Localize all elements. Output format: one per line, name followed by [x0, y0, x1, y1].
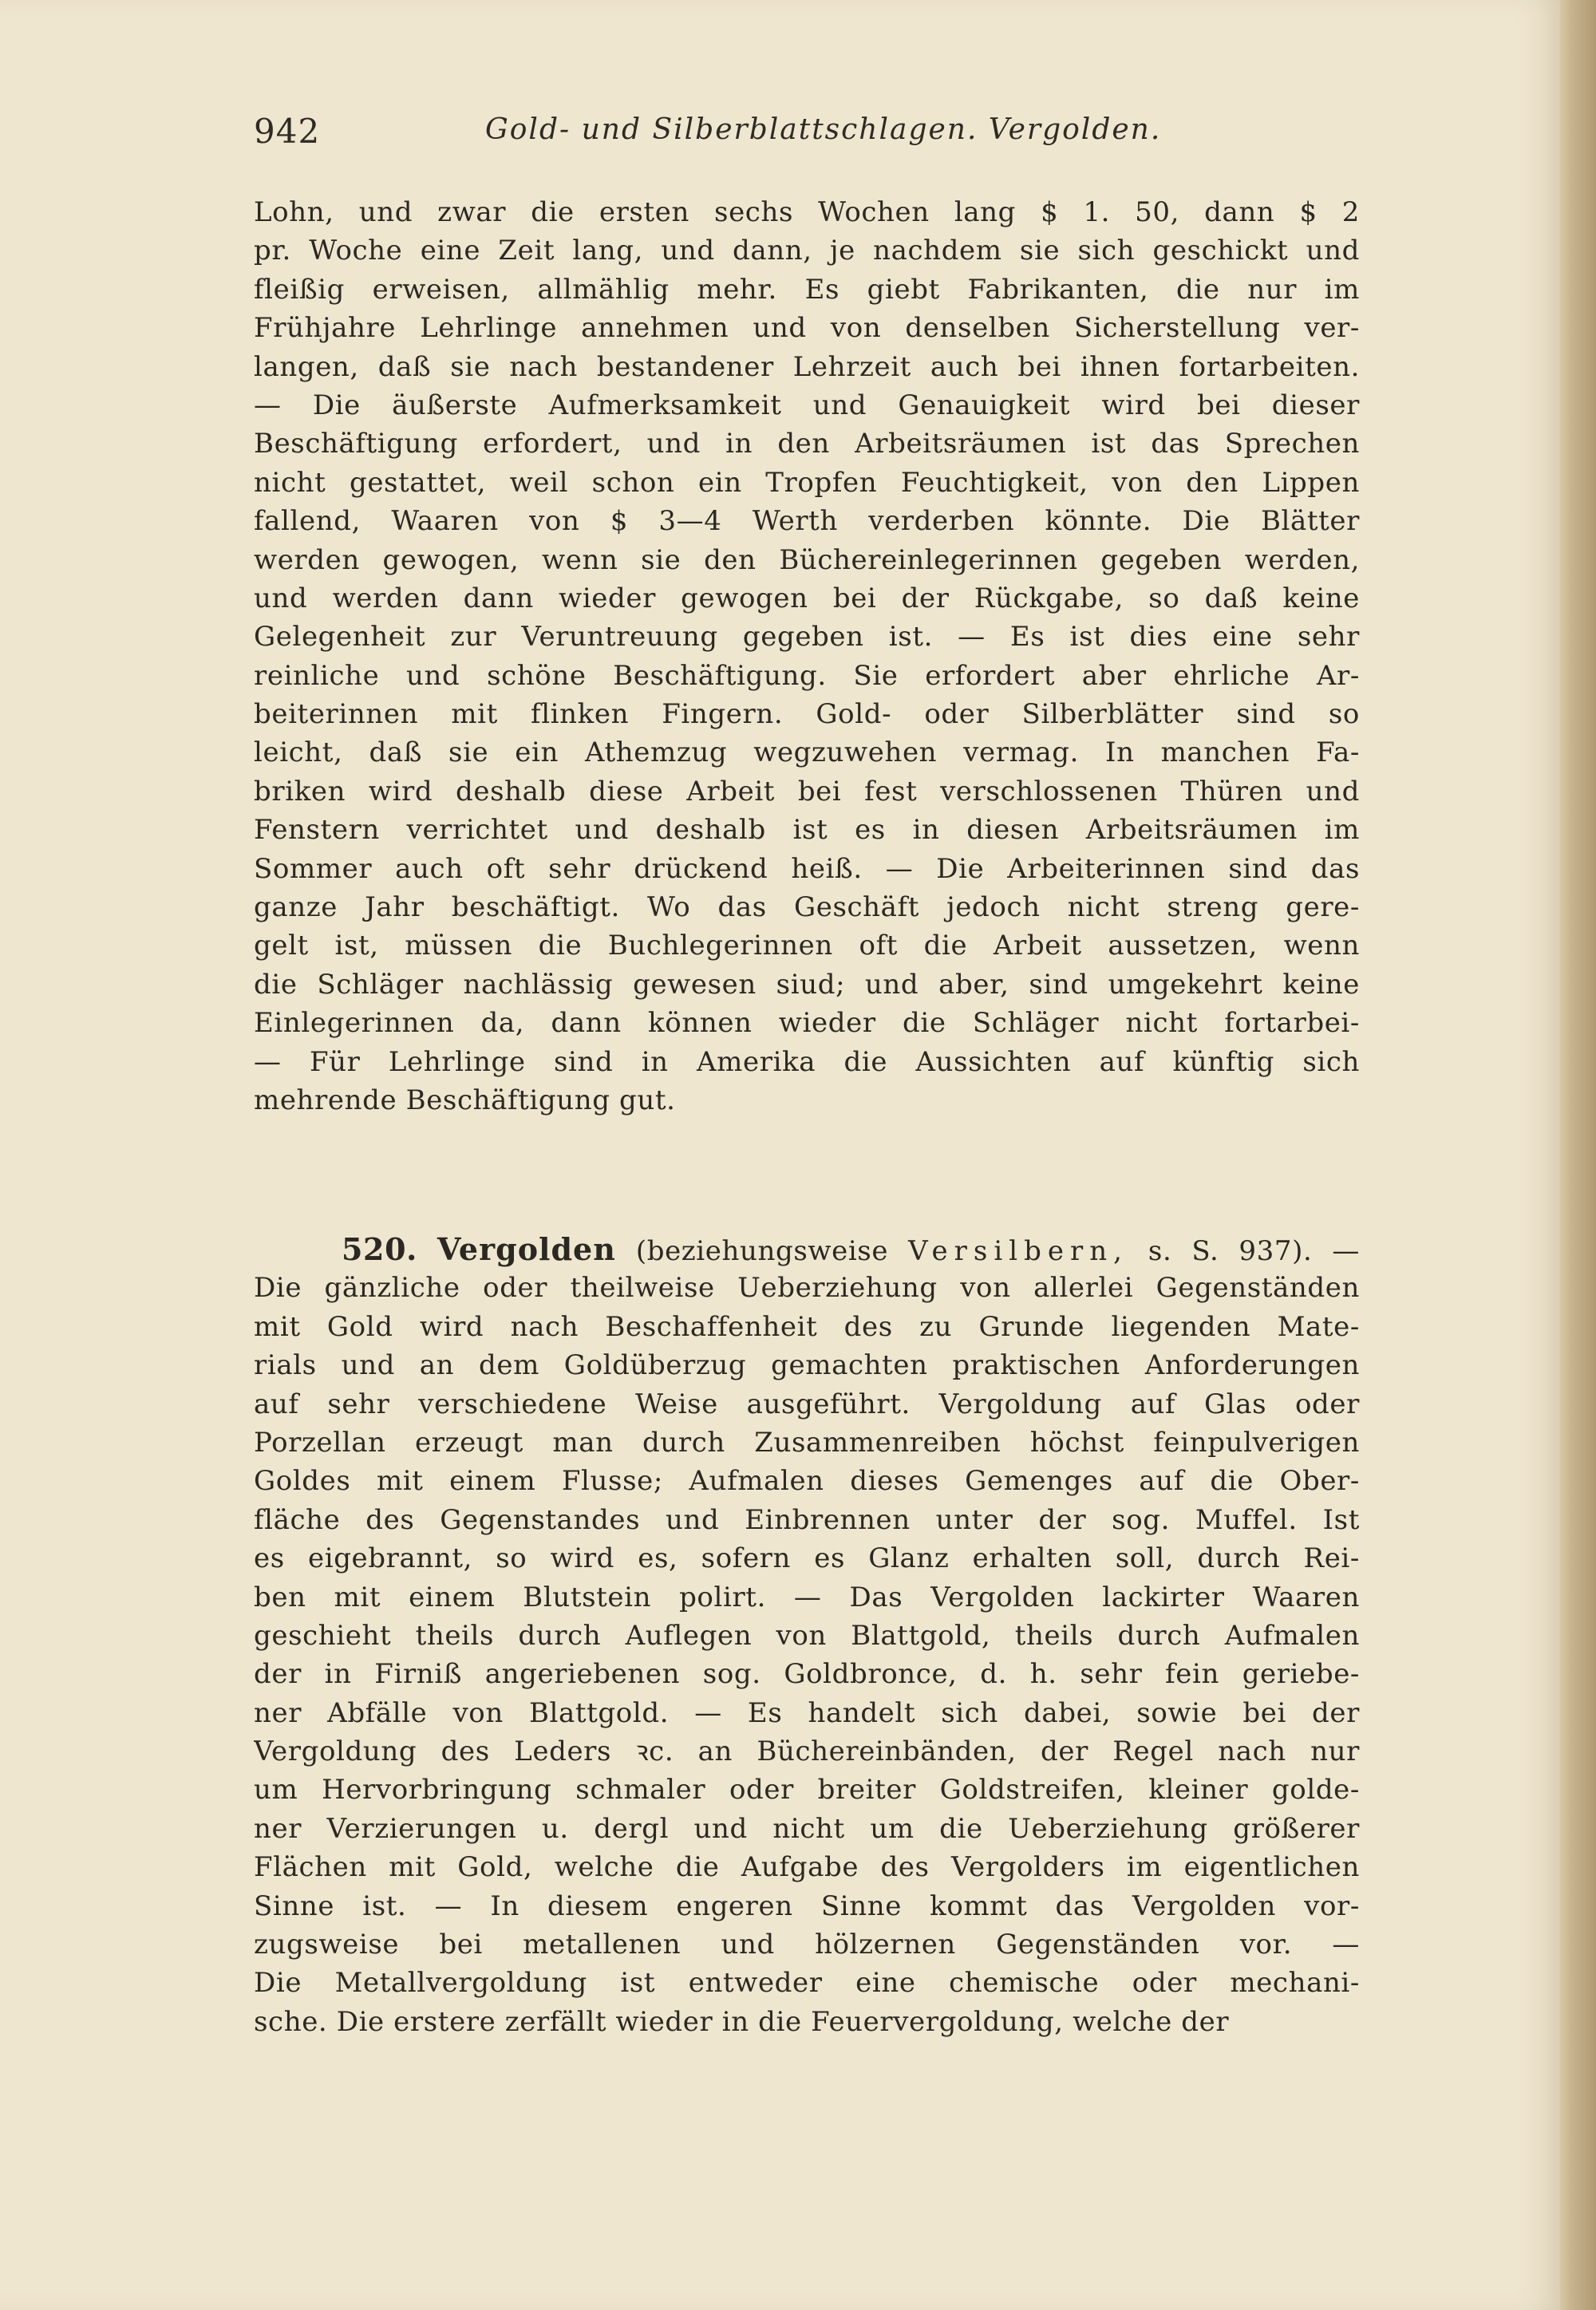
section-cross-reference: s. S. 937). —: [1148, 1235, 1360, 1267]
text-line: fleißig erweisen, allmählig mehr. Es giebt Fabrikanten, die nur im: [254, 273, 1360, 306]
text-line: nicht gestattet, weil schon ein Tropfen Feuchtigkeit, von den Lippen: [254, 466, 1360, 499]
text-line: Frühjahre Lehrlinge annehmen und von denselben Sicherstellung ver-: [254, 312, 1360, 345]
text-line: Gelegenheit zur Veruntreuung gegeben ist. — Es ist dies eine sehr: [254, 621, 1360, 654]
text-line: Flächen mit Gold, welche die Aufgabe des Vergolders im eigentlichen: [254, 1851, 1360, 1884]
running-head: Gold- und Silberblattschlagen. Vergolden.: [485, 113, 1162, 146]
text-line: auf sehr verschiedene Weise ausgeführt. Vergoldung auf Glas oder: [254, 1388, 1360, 1420]
page-header: [254, 112, 1360, 160]
text-line: mehrende Beschäftigung gut.: [254, 1084, 676, 1116]
text-line: langen, daß sie nach bestandener Lehrzeit auch bei ihnen fortarbeiten.: [254, 350, 1360, 383]
text-line: Vergoldung des Leders ꝛc. an Büchereinbänden, der Regel nach nur: [254, 1735, 1360, 1768]
text-line: geschieht theils durch Auflegen von Blattgold, theils durch Aufmalen: [254, 1619, 1360, 1652]
text-line: — Die äußerste Aufmerksamkeit und Genauigkeit wird bei dieser: [254, 389, 1360, 421]
section-alt-term: Versilbern,: [908, 1235, 1128, 1267]
text-line: und werden dann wieder gewogen bei der Rückgabe, so daß keine: [254, 582, 1360, 614]
text-line: sche. Die erstere zerfällt wieder in die Feuervergoldung, welche der: [254, 2005, 1230, 2038]
text-line: rials und an dem Goldüberzug gemachten praktischen Anforderungen: [254, 1349, 1360, 1382]
text-line: briken wird deshalb diese Arbeit bei fest verschlossenen Thüren und: [254, 775, 1360, 808]
section-520: [254, 1230, 1360, 2041]
text-line: ner Verzierungen u. dergl und nicht um die Ueberziehung größerer: [254, 1812, 1360, 1845]
text-line: es eigebrannt, so wird es, sofern es Glanz erhalten soll, durch Rei-: [254, 1542, 1360, 1575]
text-line: Einlegerinnen da, dann können wieder die Schläger nicht fortarbei-: [254, 1007, 1360, 1040]
text-line: um Hervorbringung schmaler oder breiter Goldstreifen, kleiner golde-: [254, 1774, 1360, 1807]
text-line: Lohn, und zwar die ersten sechs Wochen lang $ 1. 50, dann $ 2: [254, 196, 1360, 228]
page-number: 942: [254, 112, 321, 151]
paragraph-continuation: [254, 193, 1360, 1119]
text-line: Die Metallvergoldung ist entweder eine chemische oder mechani-: [254, 1967, 1360, 2000]
text-line: leicht, daß sie ein Athemzug wegzuwehen vermag. In manchen Fa-: [254, 736, 1360, 769]
text-line: — Für Lehrlinge sind in Amerika die Aussichten auf künftig sich: [254, 1045, 1360, 1078]
text-line: Sommer auch oft sehr drückend heiß. — Die Arbeiterinnen sind das: [254, 852, 1360, 885]
section-subtitle: (beziehungsweise: [635, 1235, 889, 1267]
text-line: pr. Woche eine Zeit lang, und dann, je nachdem sie sich geschickt und: [254, 235, 1360, 267]
section-title: Vergolden: [437, 1231, 616, 1267]
text-line: ben mit einem Blutstein polirt. — Das Vergolden lackirter Waaren: [254, 1581, 1360, 1613]
text-line: fallend, Waaren von $ 3—4 Werth verderben könnte. Die Blätter: [254, 505, 1360, 538]
text-line: Goldes mit einem Flusse; Aufmalen dieses Gemenges auf die Ober-: [254, 1465, 1360, 1498]
text-line: Fenstern verrichtet und deshalb ist es in diesen Arbeitsräumen im: [254, 814, 1360, 847]
text-line: Sinne ist. — In diesem engeren Sinne kommt das Vergolden vor-: [254, 1889, 1360, 1922]
text-line: ner Abfälle von Blattgold. — Es handelt sich dabei, sowie bei der: [254, 1696, 1360, 1729]
text-line: mit Gold wird nach Beschaffenheit des zu Grunde liegenden Mate-: [254, 1310, 1360, 1343]
text-line: reinliche und schöne Beschäftigung. Sie erfordert aber ehrliche Ar-: [254, 659, 1360, 692]
text-line: fläche des Gegenstandes und Einbrennen unter der sog. Muffel. Ist: [254, 1503, 1360, 1536]
text-line: Beschäftigung erfordert, und in den Arbeitsräumen ist das Sprechen: [254, 428, 1360, 460]
text-line: werden gewogen, wenn sie den Büchereinlegerinnen gegeben werden,: [254, 543, 1360, 576]
text-line: ganze Jahr beschäftigt. Wo das Geschäft jedoch nicht streng gere-: [254, 891, 1360, 924]
text-line: der in Firniß angeriebenen sog. Goldbronce, d. h. sehr fein geriebe-: [254, 1658, 1360, 1691]
text-line: zugsweise bei metallenen und hölzernen Gegenständen vor. —: [254, 1929, 1360, 1961]
text-line: beiterinnen mit flinken Fingern. Gold- oder Silberblätter sind so: [254, 698, 1360, 731]
text-line: Die gänzliche oder theilweise Ueberziehung von allerlei Gegenständen: [254, 1272, 1360, 1305]
section-number: 520.: [342, 1231, 417, 1267]
text-line: gelt ist, müssen die Buchlegerinnen oft die Arbeit aussetzen, wenn: [254, 930, 1360, 962]
text-line: Porzellan erzeugt man durch Zusammenreiben höchst feinpulverigen: [254, 1426, 1360, 1459]
section-heading-line: [254, 1230, 1360, 1269]
section-body: [254, 1269, 1360, 2041]
page-edge: [1560, 0, 1596, 2310]
text-line: die Schläger nachlässig gewesen siud; und aber, sind umgekehrt keine: [254, 968, 1360, 1001]
